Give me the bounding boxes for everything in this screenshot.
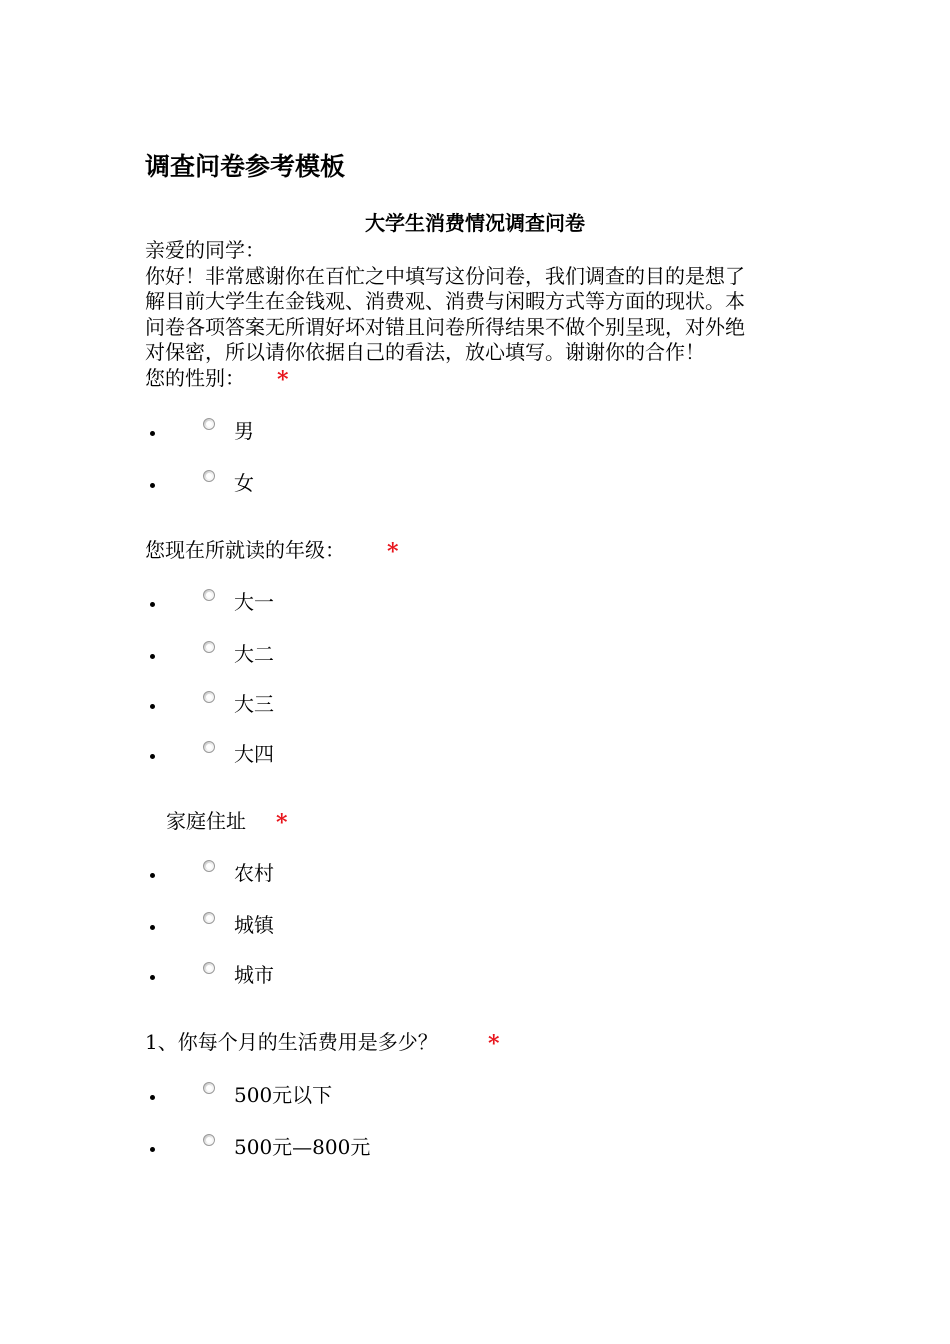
option-label: 大一	[234, 590, 274, 614]
radio-button[interactable]	[203, 589, 215, 601]
required-asterisk: *	[276, 810, 288, 836]
radio-button[interactable]	[203, 962, 215, 974]
option-address-city[interactable]	[0, 962, 950, 992]
option-label: 女	[234, 471, 254, 495]
option-label: 城市	[234, 963, 274, 987]
option-address-town[interactable]	[0, 912, 950, 942]
bullet-icon	[150, 925, 155, 930]
bullet-icon	[150, 1095, 155, 1100]
bullet-icon	[150, 654, 155, 659]
radio-button[interactable]	[203, 470, 215, 482]
bullet-icon	[150, 754, 155, 759]
document-title: 调查问卷参考模板	[145, 152, 346, 181]
intro-line: 问卷各项答案无所谓好坏对错且问卷所得结果不做个别呈现，对外绝	[145, 314, 745, 339]
option-label: 500元—800元	[234, 1135, 371, 1159]
option-label: 500元以下	[234, 1083, 333, 1107]
option-grade-1[interactable]	[0, 589, 950, 619]
required-asterisk: *	[488, 1031, 500, 1057]
intro-line: 你好！非常感谢你在百忙之中填写这份问卷，我们调查的目的是想了	[145, 263, 745, 288]
question-text: 家庭住址	[166, 809, 246, 833]
option-gender-female[interactable]	[0, 470, 950, 500]
option-label: 大四	[234, 742, 274, 766]
required-asterisk: *	[277, 367, 289, 393]
question-home-address	[166, 807, 288, 836]
question-monthly-expenses	[145, 1028, 500, 1057]
bullet-icon	[150, 873, 155, 878]
survey-title: 大学生消费情况调查问卷	[365, 211, 585, 235]
option-expense-500-800[interactable]	[0, 1134, 950, 1164]
radio-button[interactable]	[203, 641, 215, 653]
bullet-icon	[150, 975, 155, 980]
question-text: 您现在所就读的年级：	[145, 538, 345, 562]
bullet-icon	[150, 431, 155, 436]
option-label: 大二	[234, 642, 274, 666]
question-gender	[145, 364, 289, 393]
intro-line: 解目前大学生在金钱观、消费观、消费与闲暇方式等方面的现状。本	[145, 289, 745, 313]
option-grade-4[interactable]	[0, 741, 950, 771]
question-text: 1、你每个月的生活费用是多少？	[145, 1030, 438, 1054]
radio-button[interactable]	[203, 418, 215, 430]
option-grade-3[interactable]	[0, 691, 950, 721]
question-grade	[145, 536, 399, 565]
question-text: 您的性别：	[145, 366, 245, 390]
option-grade-2[interactable]	[0, 641, 950, 671]
option-label: 大三	[234, 692, 274, 716]
radio-button[interactable]	[203, 1134, 215, 1146]
radio-button[interactable]	[203, 691, 215, 703]
option-address-rural[interactable]	[0, 860, 950, 890]
option-label: 男	[234, 419, 254, 443]
intro-line: 对保密，所以请你依据自己的看法，放心填写。谢谢你的合作！	[145, 340, 705, 364]
radio-button[interactable]	[203, 860, 215, 872]
option-expense-under-500[interactable]	[0, 1082, 950, 1112]
option-gender-male[interactable]	[0, 418, 950, 448]
option-label: 城镇	[234, 913, 274, 937]
radio-button[interactable]	[203, 1082, 215, 1094]
survey-intro	[145, 238, 810, 366]
bullet-icon	[150, 602, 155, 607]
option-label: 农村	[234, 861, 274, 885]
bullet-icon	[150, 1147, 155, 1152]
required-asterisk: *	[387, 539, 399, 565]
radio-button[interactable]	[203, 912, 215, 924]
intro-greeting: 亲爱的同学：	[145, 238, 265, 262]
bullet-icon	[150, 704, 155, 709]
bullet-icon	[150, 483, 155, 488]
radio-button[interactable]	[203, 741, 215, 753]
